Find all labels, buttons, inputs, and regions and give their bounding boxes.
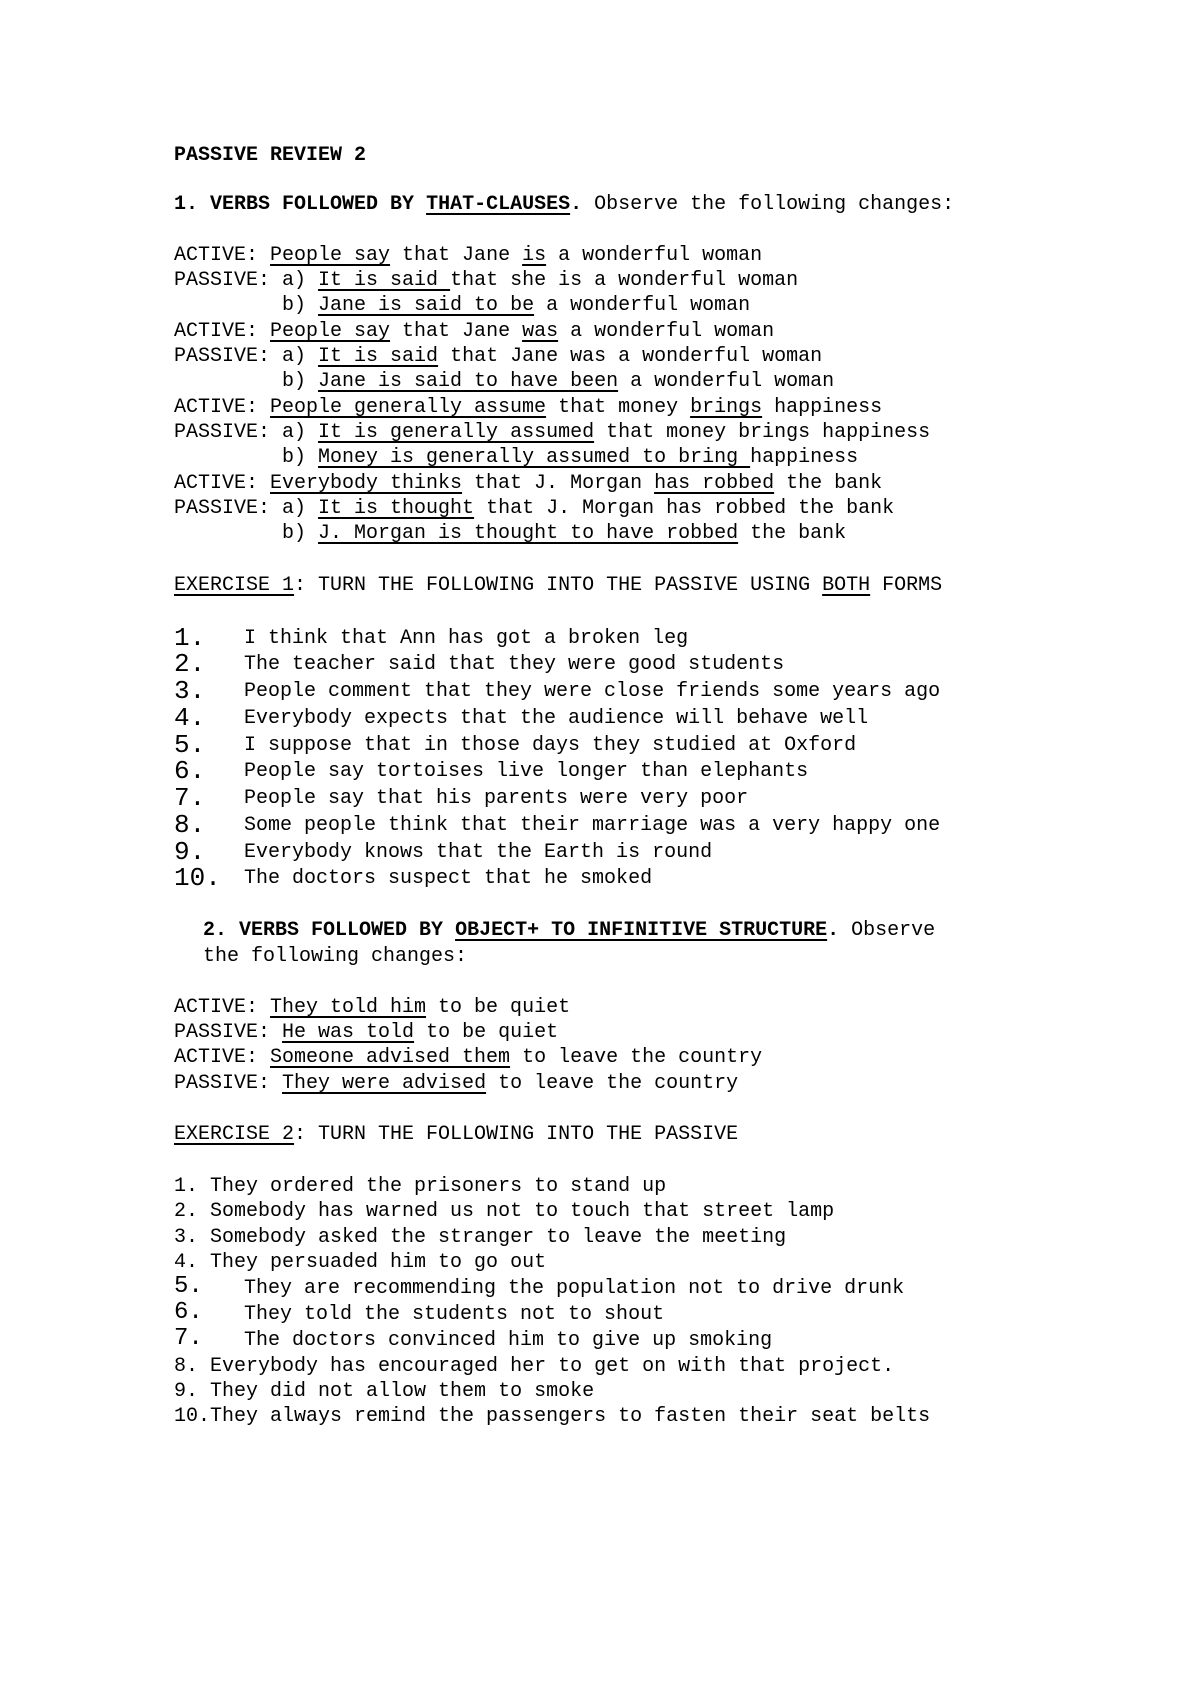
section-2-heading-underlined: OBJECT+ TO INFINITIVE STRUCTURE <box>455 919 828 942</box>
exercise-1-item: 7. <box>174 783 206 813</box>
exercise-1-item: 1. <box>174 623 206 653</box>
exercise-2-item: 6. <box>174 1299 203 1326</box>
example-line: b) Jane is said to be a wonderful woman <box>174 294 751 317</box>
section-1-heading-text: VERBS FOLLOWED BY <box>210 193 427 216</box>
example-line: ACTIVE: Someone advised them to leave the country <box>174 1046 763 1069</box>
exercise-1-item-text: People say tortoises live longer than elephants <box>244 760 809 783</box>
exercise-1-item-text: I suppose that in those days they studied at Oxford <box>244 734 857 757</box>
exercise-2-item: 5. <box>174 1273 203 1300</box>
exercise-2-item-text: They are recommending the population not to drive drunk <box>244 1277 905 1300</box>
exercise-1-item: 10. <box>174 863 221 893</box>
exercise-2-heading: EXERCISE 2: TURN THE FOLLOWING INTO THE PASSIVE <box>174 1123 739 1146</box>
example-line: ACTIVE: Everybody thinks that J. Morgan has robbed the bank <box>174 472 883 495</box>
example-line: PASSIVE: a) It is generally assumed that money brings happiness <box>174 421 931 444</box>
exercise-1-item-text: I think that Ann has got a broken leg <box>244 627 689 650</box>
exercise-1-item: 2. <box>174 649 206 679</box>
exercise-2-item: 4. They persuaded him to go out <box>174 1251 547 1274</box>
exercise-2-item: 2. Somebody has warned us not to touch that street lamp <box>174 1200 835 1223</box>
example-line: ACTIVE: People say that Jane is a wonderful woman <box>174 244 763 267</box>
section-2-number: 2. <box>203 919 240 942</box>
exercise-2-item: 10.They always remind the passengers to fasten their seat belts <box>174 1405 931 1428</box>
exercise-1-item-text: Some people think that their marriage was a very happy one <box>244 814 941 837</box>
exercise-1-item: 6. <box>174 756 206 786</box>
exercise-2-item: 3. Somebody asked the stranger to leave the meeting <box>174 1226 787 1249</box>
exercise-1-item-text: The doctors suspect that he smoked <box>244 867 653 890</box>
exercise-1-item-text: People comment that they were close friends some years ago <box>244 680 941 703</box>
exercise-1-item-text: The teacher said that they were good students <box>244 653 785 676</box>
exercise-2-item: 9. They did not allow them to smoke <box>174 1380 595 1403</box>
exercise-1-item: 5. <box>174 730 206 760</box>
example-line: PASSIVE: a) It is thought that J. Morgan has robbed the bank <box>174 497 895 520</box>
example-line: PASSIVE: a) It is said that she is a wonderful woman <box>174 269 799 292</box>
exercise-1-item: 3. <box>174 676 206 706</box>
exercise-2-item-text: The doctors convinced him to give up smoking <box>244 1329 773 1352</box>
exercise-2-item: 1. They ordered the prisoners to stand up <box>174 1175 667 1198</box>
section-1-heading-underlined: THAT-CLAUSES <box>426 193 571 216</box>
example-line: ACTIVE: People generally assume that money brings happiness <box>174 396 883 419</box>
example-line: PASSIVE: He was told to be quiet <box>174 1021 559 1044</box>
exercise-1-item: 9. <box>174 837 206 867</box>
example-line: b) Jane is said to have been a wonderful woman <box>174 370 835 393</box>
exercise-1-item: 8. <box>174 810 206 840</box>
exercise-2-item-text: They told the students not to shout <box>244 1303 665 1326</box>
exercise-1-item-text: Everybody expects that the audience will behave well <box>244 707 869 730</box>
section-1-heading <box>174 193 954 217</box>
exercise-2-label: EXERCISE 2 <box>174 1123 295 1146</box>
example-line: b) J. Morgan is thought to have robbed the bank <box>174 522 847 545</box>
exercise-1-heading: EXERCISE 1: TURN THE FOLLOWING INTO THE PASSIVE USING BOTH FORMS <box>174 574 943 597</box>
exercise-2-item: 7. <box>174 1325 203 1352</box>
exercise-1-label: EXERCISE 1 <box>174 574 295 597</box>
section-1-heading-rest: Observe the following changes: <box>594 193 955 216</box>
exercise-2-item: 8. Everybody has encouraged her to get on with that project. <box>174 1355 895 1378</box>
exercise-1-item-text: People say that his parents were very poor <box>244 787 749 810</box>
section-1-number: 1. <box>174 193 211 216</box>
exercise-1-item-text: Everybody knows that the Earth is round <box>244 841 713 864</box>
section-2-heading: 2. VERBS FOLLOWED BY OBJECT+ TO INFINITIVE STRUCTURE. Observe <box>203 919 936 942</box>
example-line: PASSIVE: a) It is said that Jane was a wonderful woman <box>174 345 823 368</box>
example-line: b) Money is generally assumed to bring happiness <box>174 446 859 469</box>
section-2-heading-continued: the following changes: <box>203 945 468 968</box>
example-line: PASSIVE: They were advised to leave the country <box>174 1072 739 1095</box>
example-line: ACTIVE: They told him to be quiet <box>174 996 571 1019</box>
example-line: ACTIVE: People say that Jane was a wonderful woman <box>174 320 775 343</box>
exercise-1-item: 4. <box>174 703 206 733</box>
page-title: PASSIVE REVIEW 2 <box>174 144 367 167</box>
section-1-heading-period: . <box>570 193 595 216</box>
